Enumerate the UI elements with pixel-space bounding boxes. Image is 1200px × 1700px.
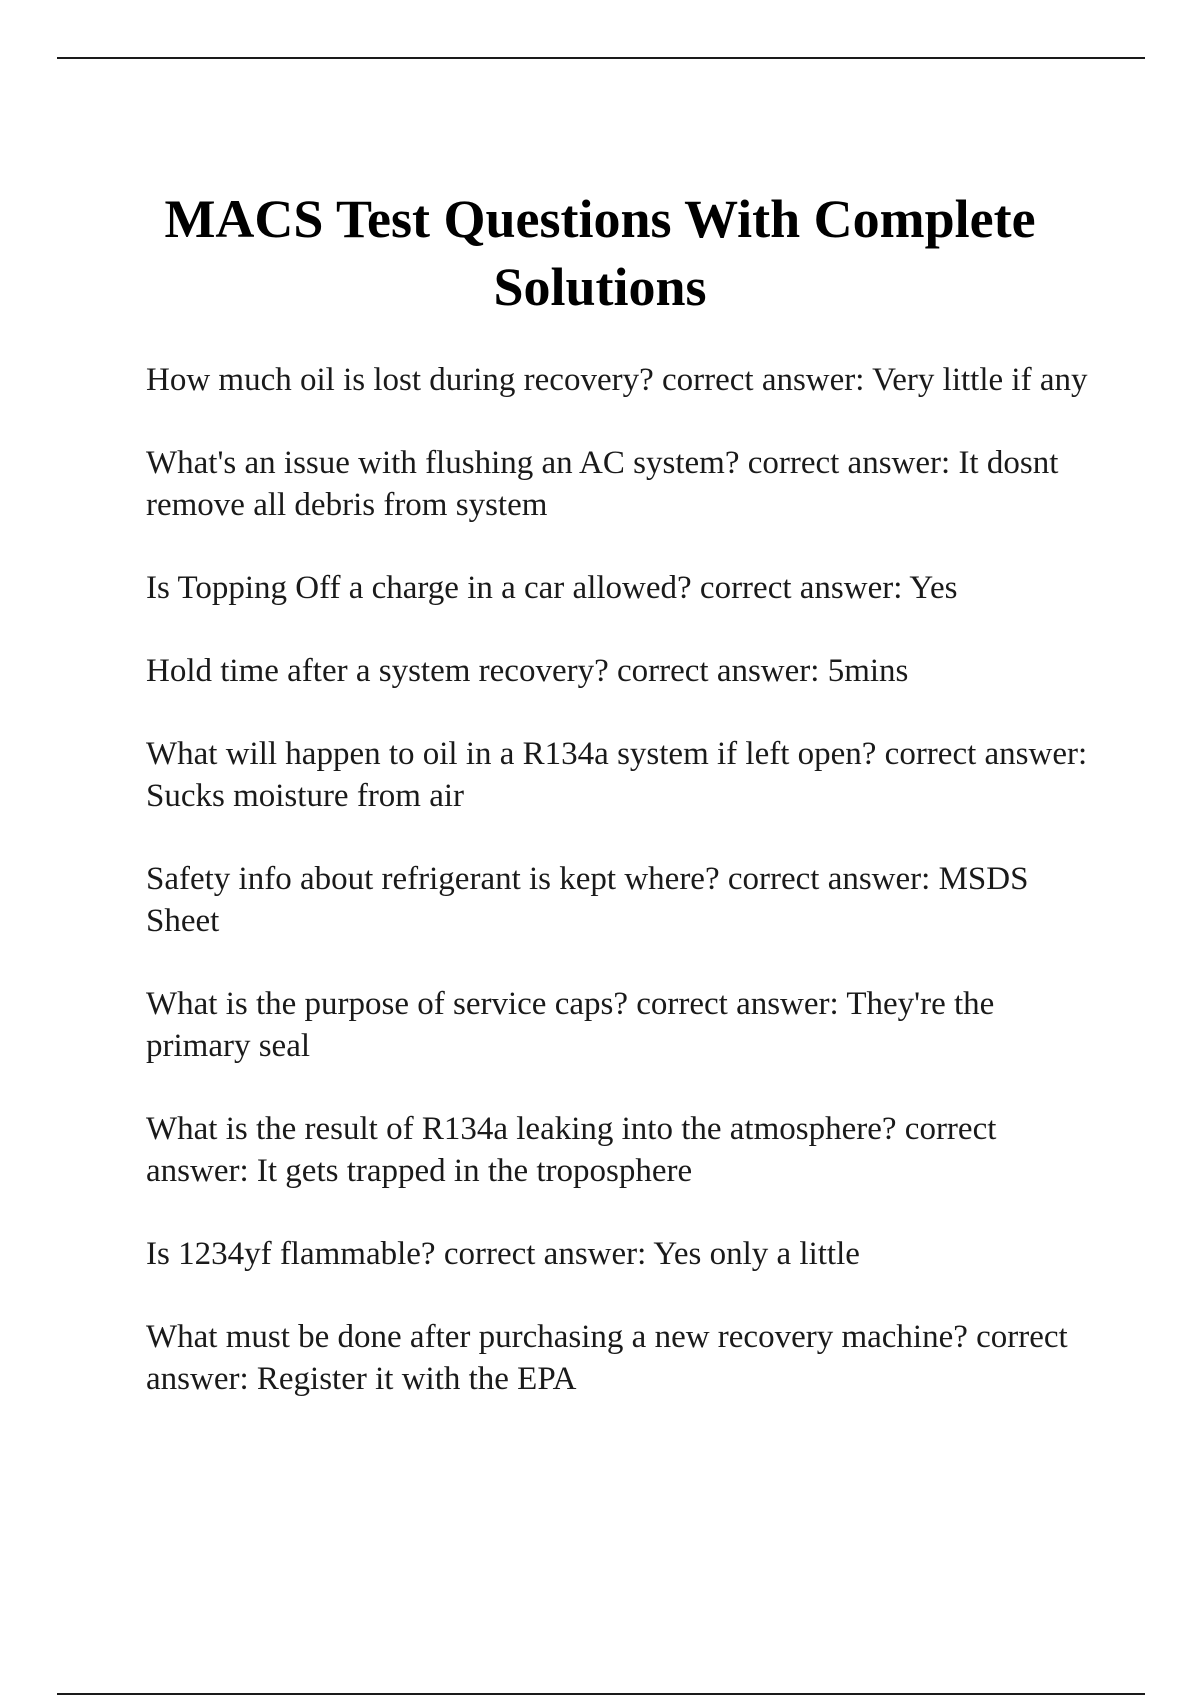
- qa-item: [146, 650, 1101, 692]
- answer-text: Register it with the EPA: [256, 1361, 577, 1397]
- answer-label: correct answer:: [661, 362, 865, 398]
- qa-item: [146, 983, 1101, 1067]
- answer-text: It dosnt remove all debris from system: [146, 445, 1067, 523]
- answer-label: correct answer:: [146, 1319, 1076, 1397]
- answer-label: correct answer:: [636, 986, 839, 1022]
- answer-label: correct answer:: [727, 861, 931, 897]
- answer-text: Yes only a little: [653, 1236, 860, 1272]
- question-text: What must be done after purchasing a new recovery machine?: [146, 1319, 968, 1355]
- answer-label: correct answer:: [616, 653, 820, 689]
- question-text: What is the result of R134a leaking into the atmosphere?: [146, 1111, 897, 1147]
- bottom-rule: [57, 1693, 1145, 1695]
- answer-label: correct answer:: [699, 570, 903, 606]
- question-text: Is 1234yf flammable?: [146, 1236, 436, 1272]
- qa-item: [146, 733, 1101, 817]
- page-title: MACS Test Questions With Complete Solutions: [164, 189, 1036, 317]
- question-text: Safety info about refrigerant is kept where?: [146, 861, 720, 897]
- qa-item: [146, 567, 1101, 609]
- qa-item: [146, 359, 1101, 401]
- answer-text: They're the primary seal: [146, 986, 1003, 1064]
- answer-label: correct answer:: [146, 1111, 1005, 1189]
- question-text: What will happen to oil in a R134a system if left open?: [146, 736, 877, 772]
- question-text: Is Topping Off a charge in a car allowed?: [146, 570, 692, 606]
- top-rule: [57, 57, 1145, 59]
- qa-item: [146, 1233, 1101, 1275]
- answer-label: correct answer:: [884, 736, 1088, 772]
- answer-text: It gets trapped in the troposphere: [256, 1153, 693, 1189]
- answer-text: Sucks moisture from air: [146, 778, 465, 814]
- question-text: What's an issue with flushing an AC system?: [146, 445, 740, 481]
- answer-label: correct answer:: [747, 445, 951, 481]
- question-text: Hold time after a system recovery?: [146, 653, 609, 689]
- answer-text: Very little if any: [872, 362, 1088, 398]
- qa-item: [146, 1316, 1101, 1400]
- qa-item: [146, 1108, 1101, 1192]
- answer-label: correct answer:: [443, 1236, 647, 1272]
- answer-text: Yes: [909, 570, 958, 606]
- question-text: How much oil is lost during recovery?: [146, 362, 654, 398]
- qa-item: [146, 442, 1101, 526]
- qa-list: [146, 359, 1101, 1441]
- qa-item: [146, 858, 1101, 942]
- question-text: What is the purpose of service caps?: [146, 986, 628, 1022]
- answer-text: 5mins: [827, 653, 909, 689]
- answer-text: MSDS Sheet: [146, 861, 1037, 939]
